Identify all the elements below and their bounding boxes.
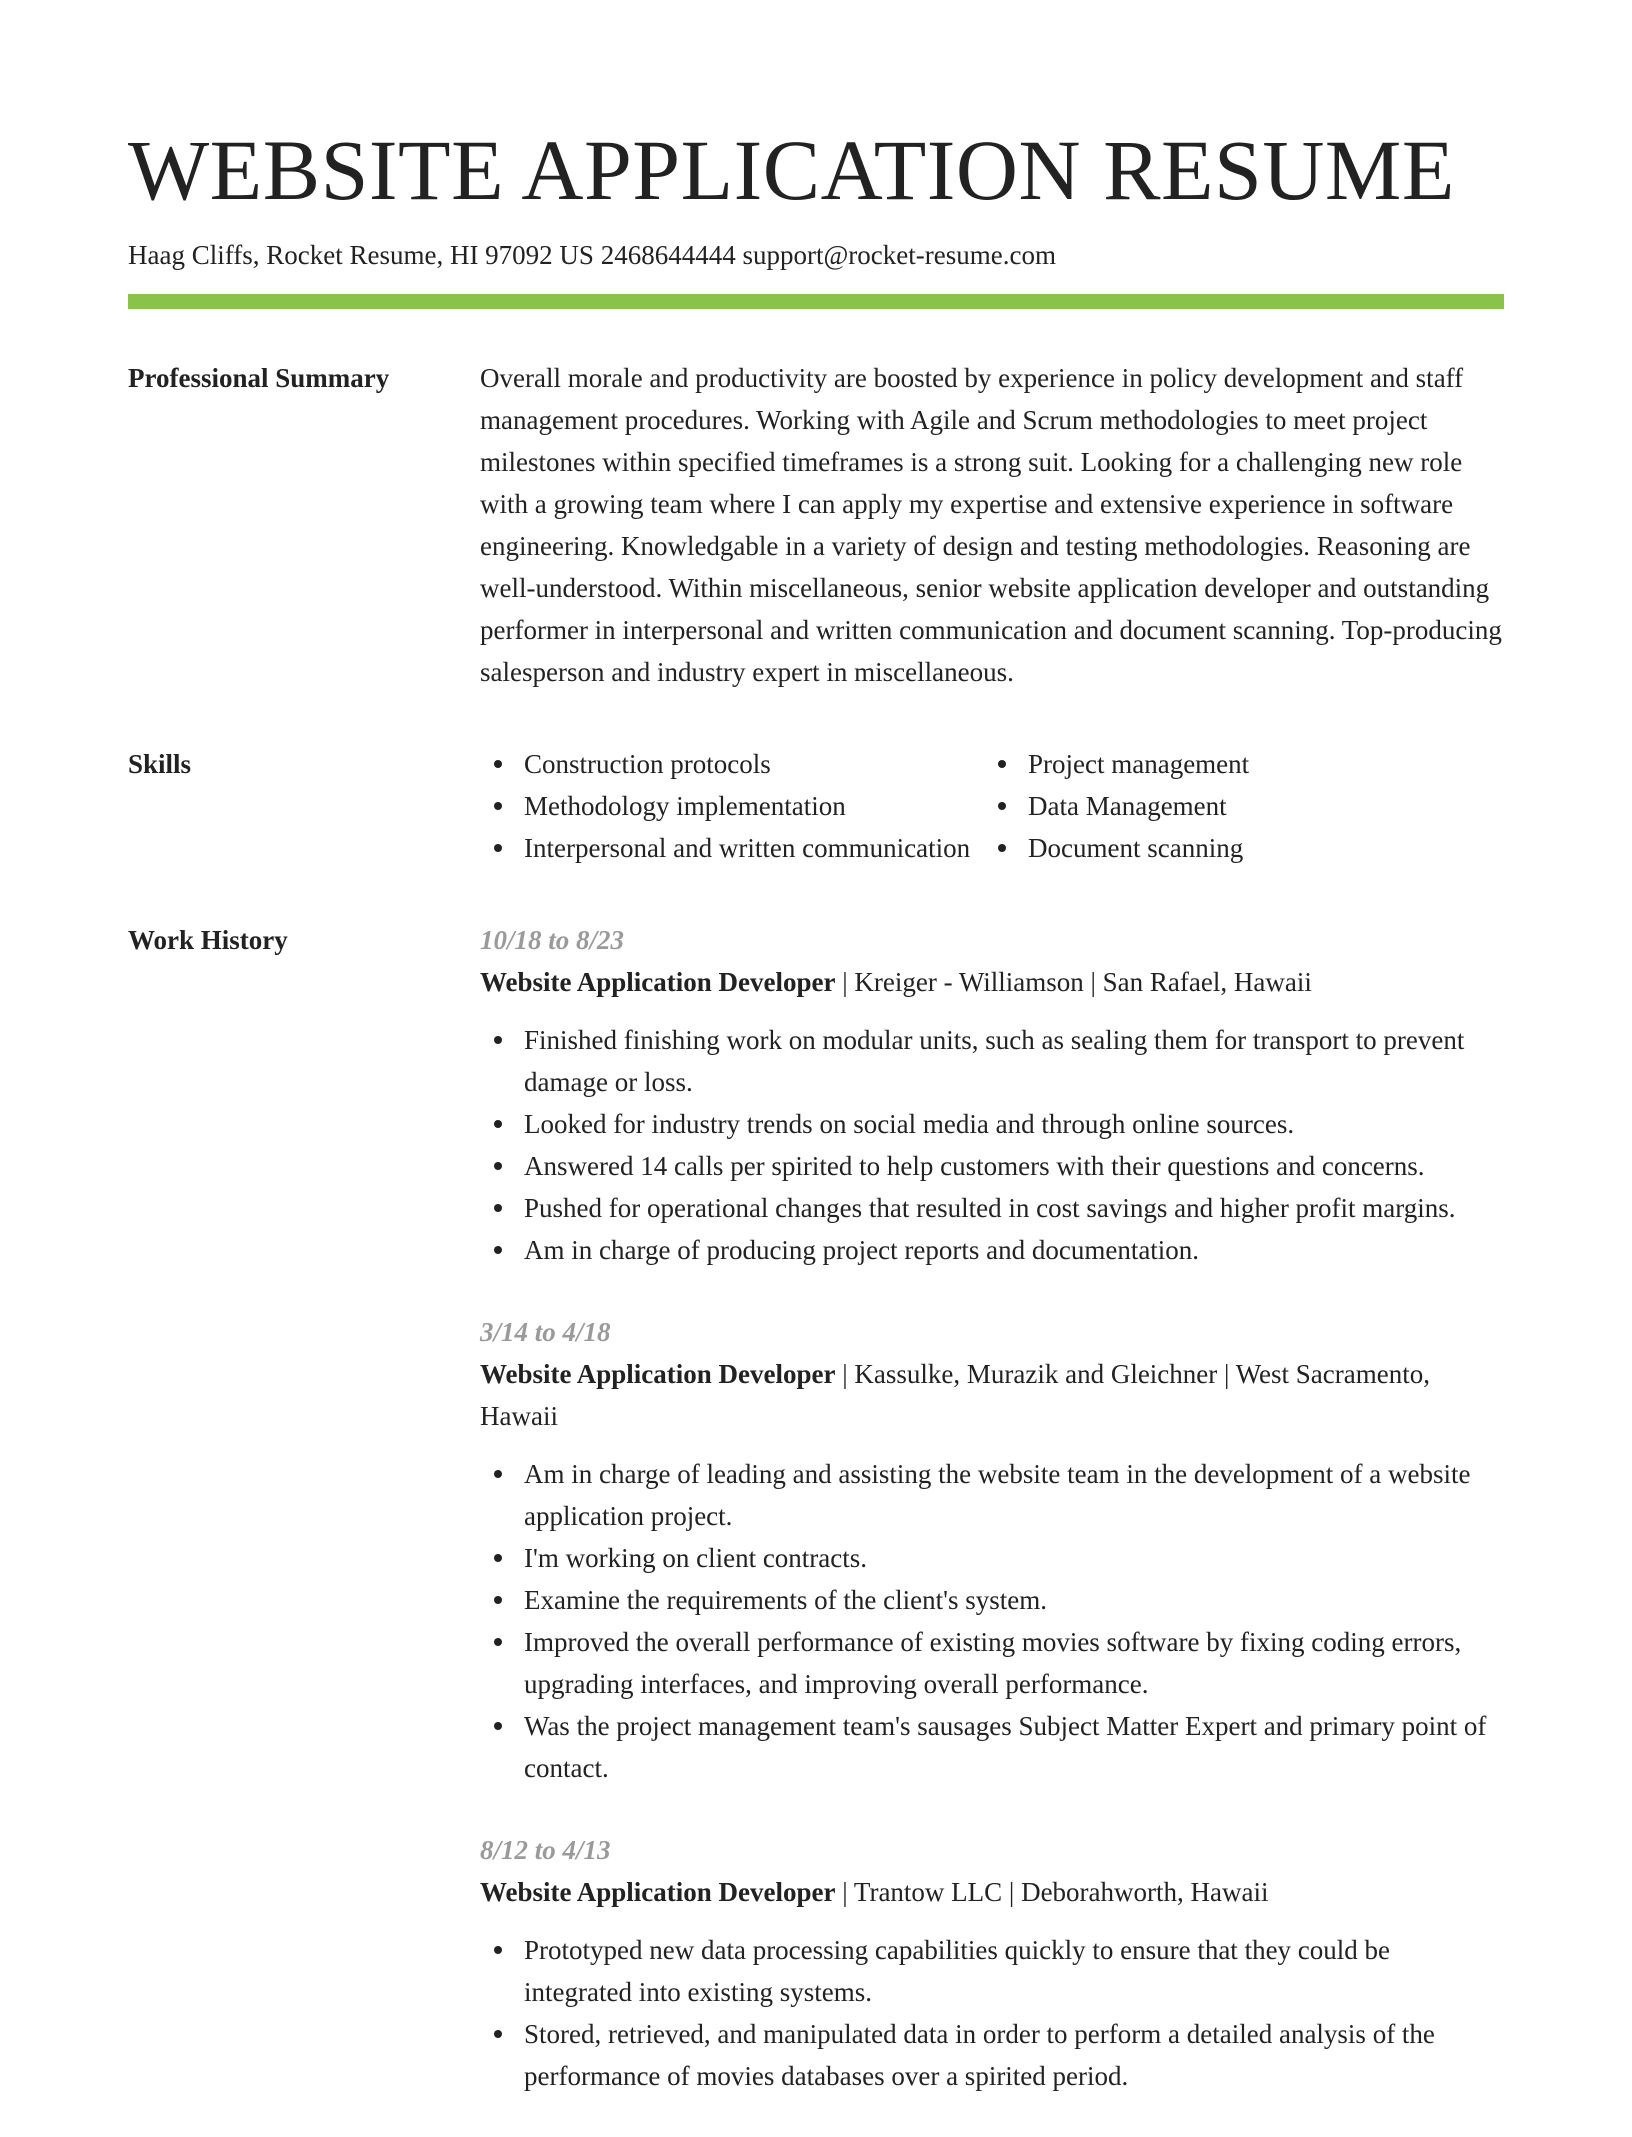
skill-item: Document scanning bbox=[984, 827, 1488, 869]
duty-item: Answered 14 calls per spirited to help customers with their questions and concerns. bbox=[480, 1145, 1504, 1187]
job-title: Website Application Developer bbox=[480, 1359, 836, 1389]
job-separator: | bbox=[1217, 1359, 1236, 1389]
duty-item: Looked for industry trends on social media and through online sources. bbox=[480, 1103, 1504, 1145]
skill-item: Data Management bbox=[984, 785, 1488, 827]
accent-divider bbox=[128, 294, 1504, 309]
skills-column-right bbox=[984, 743, 1488, 869]
duty-item: Examine the requirements of the client's system. bbox=[480, 1579, 1504, 1621]
job-heading bbox=[480, 1871, 1504, 1913]
job-company: Kreiger - Williamson bbox=[854, 967, 1084, 997]
duty-item: Pushed for operational changes that resulted in cost savings and higher profit margins. bbox=[480, 1187, 1504, 1229]
job-entry bbox=[480, 1311, 1504, 1789]
contact-line: Haag Cliffs, Rocket Resume, HI 97092 US 2468644444 support@rocket-resume.com bbox=[128, 240, 1056, 270]
job-title: Website Application Developer bbox=[480, 1877, 836, 1907]
skills-column-left bbox=[480, 743, 984, 869]
job-title: Website Application Developer bbox=[480, 967, 836, 997]
skills-body bbox=[480, 743, 1504, 869]
duty-item: Stored, retrieved, and manipulated data in order to perform a detailed analysis of the performance of movies databases over a spirited period. bbox=[480, 2013, 1504, 2097]
summary-heading: Professional Summary bbox=[128, 363, 390, 393]
skills-section bbox=[128, 743, 1504, 869]
job-company: Kassulke, Murazik and Gleichner bbox=[854, 1359, 1218, 1389]
job-dates: 3/14 to 4/18 bbox=[480, 1317, 611, 1347]
skills-heading: Skills bbox=[128, 749, 192, 779]
job-heading bbox=[480, 961, 1504, 1003]
work-history-section bbox=[128, 919, 1504, 2137]
job-separator: | bbox=[835, 967, 855, 997]
skills-grid bbox=[480, 743, 1504, 869]
job-entry bbox=[480, 919, 1504, 1271]
resume-title: WEBSITE APPLICATION RESUME bbox=[128, 122, 1455, 218]
resume-page bbox=[128, 0, 1504, 2137]
job-dates: 10/18 to 8/23 bbox=[480, 925, 625, 955]
job-heading bbox=[480, 1353, 1504, 1437]
work-history-body bbox=[480, 919, 1504, 2137]
duty-item: Prototyped new data processing capabilities quickly to ensure that they could be integrated into existing systems. bbox=[480, 1929, 1504, 2013]
skill-item: Interpersonal and written communication bbox=[480, 827, 984, 869]
job-company: Trantow LLC bbox=[853, 1877, 1003, 1907]
job-separator: | bbox=[1083, 967, 1103, 997]
summary-body bbox=[480, 357, 1504, 693]
duty-item: Am in charge of leading and assisting the website team in the development of a website application project. bbox=[480, 1453, 1504, 1537]
job-location: Deborahworth, Hawaii bbox=[1021, 1877, 1269, 1907]
summary-text: Overall morale and productivity are boosted by experience in policy development and staff management procedures. Working with Agile and Scrum methodologies to meet project milestones within specified timeframes is a strong suit. Looking for a challenging new role with a growing team where I can apply my expertise and extensive experience in software engineering. Knowledgable in a variety of design and testing methodologies. Reasoning are well-understood. Within miscellaneous, senior website application developer and outstanding performer in interpersonal and written communication and document scanning. Top-producing salesperson and industry expert in miscellaneous. bbox=[480, 363, 1502, 687]
job-separator: | bbox=[835, 1877, 854, 1907]
job-separator: | bbox=[1002, 1877, 1022, 1907]
duty-item: Was the project management team's sausages Subject Matter Expert and primary point of contact. bbox=[480, 1705, 1504, 1789]
duty-item: Improved the overall performance of existing movies software by fixing coding errors, upgrading interfaces, and improving overall performance. bbox=[480, 1621, 1504, 1705]
job-duties bbox=[480, 1019, 1504, 1271]
job-separator: | bbox=[835, 1359, 855, 1389]
job-entry bbox=[480, 1829, 1504, 2097]
job-location: San Rafael, Hawaii bbox=[1102, 967, 1312, 997]
job-duties bbox=[480, 1929, 1504, 2097]
job-dates: 8/12 to 4/13 bbox=[480, 1835, 611, 1865]
work-history-heading: Work History bbox=[128, 925, 288, 955]
skill-item: Methodology implementation bbox=[480, 785, 984, 827]
duty-item: Finished finishing work on modular units, such as sealing them for transport to prevent damage or loss. bbox=[480, 1019, 1504, 1103]
job-duties bbox=[480, 1453, 1504, 1789]
job-location: West Sacramento, Hawaii bbox=[480, 1359, 1430, 1431]
summary-section bbox=[128, 357, 1504, 693]
duty-item: Am in charge of producing project reports and documentation. bbox=[480, 1229, 1504, 1271]
duty-item: I'm working on client contracts. bbox=[480, 1537, 1504, 1579]
skill-item: Project management bbox=[984, 743, 1488, 785]
skill-item: Construction protocols bbox=[480, 743, 984, 785]
